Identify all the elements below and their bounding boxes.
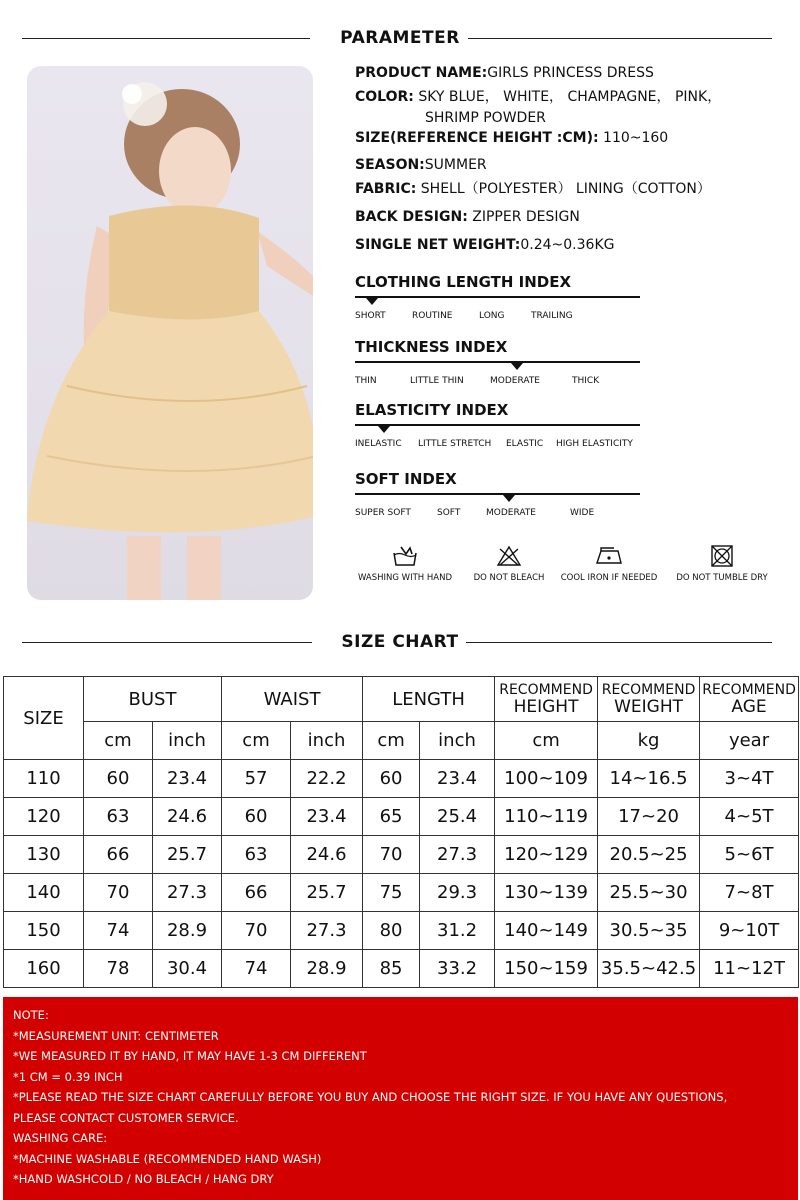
param-back-design [355, 208, 580, 226]
unit-year: year [700, 722, 799, 760]
index-label: LONG [479, 311, 505, 321]
index-scale-line [355, 424, 640, 426]
size-value: 110~160 [603, 130, 669, 146]
param-product-name [355, 64, 654, 82]
table-cell: 28.9 [153, 912, 222, 950]
table-cell: 85 [363, 950, 420, 988]
index-label: SUPER SOFT [355, 508, 411, 518]
index-label: ELASTIC [506, 439, 544, 449]
table-cell: 70 [84, 874, 153, 912]
index-label: THICK [572, 376, 600, 386]
table-cell: 22.2 [291, 760, 363, 798]
index-label: TRAILING [531, 311, 573, 321]
size-chart-title: SIZE CHART [341, 632, 459, 652]
index-marker [511, 363, 523, 370]
size-header: SIZE [4, 677, 84, 760]
table-unit-row [4, 722, 799, 760]
care-dry [670, 545, 774, 583]
index-scale-line [355, 493, 640, 495]
param-size [355, 129, 668, 147]
table-cell: 130 [4, 836, 84, 874]
care-bleach [466, 545, 552, 583]
table-cell: 23.4 [291, 798, 363, 836]
table-cell: 3~4T [700, 760, 799, 798]
table-cell: 24.6 [291, 836, 363, 874]
param-fabric [355, 180, 711, 198]
table-cell: 140 [4, 874, 84, 912]
unit-cm: cm [222, 722, 291, 760]
note-line: WASHING CARE: [13, 1131, 108, 1145]
index-label: LITTLE THIN [410, 376, 464, 386]
table-cell: 11~12T [700, 950, 799, 988]
rec-label: RECOMMEND [601, 681, 696, 698]
table-cell: 35.5~42.5 [598, 950, 700, 988]
season-label: SEASON: [355, 157, 425, 173]
note-line: *MEASUREMENT UNIT: CENTIMETER [13, 1028, 219, 1043]
param-season [355, 156, 487, 174]
table-cell: 63 [84, 798, 153, 836]
param-weight [355, 236, 614, 254]
product-name-value: GIRLS PRINCESS DRESS [487, 65, 654, 81]
table-cell: 110~119 [495, 798, 598, 836]
table-cell: 60 [222, 798, 291, 836]
index-title: CLOTHING LENGTH INDEX [355, 273, 572, 291]
table-cell: 140~149 [495, 912, 598, 950]
table-cell: 31.2 [420, 912, 495, 950]
care-wash-label: WASHING WITH HAND [357, 573, 452, 583]
table-cell: 74 [84, 912, 153, 950]
index-label: LITTLE STRETCH [418, 439, 492, 449]
bust-header: BUST [84, 677, 222, 722]
table-cell: 14~16.5 [598, 760, 700, 798]
table-cell: 80 [363, 912, 420, 950]
note-line: *WE MEASURED IT BY HAND, IT MAY HAVE 1-3 CM DIFFERENT [13, 1049, 367, 1063]
parameter-rule-right [468, 38, 772, 39]
table-cell: 100~109 [495, 760, 598, 798]
index-label: THIN [355, 376, 377, 386]
index-scale-line [355, 296, 640, 298]
weight-label: WEIGHT [614, 696, 683, 717]
table-cell: 27.3 [291, 912, 363, 950]
table-row [4, 798, 799, 836]
unit-kg: kg [598, 722, 700, 760]
table-row [4, 912, 799, 950]
weight-label: SINGLE NET WEIGHT: [355, 237, 521, 253]
table-cell: 120~129 [495, 836, 598, 874]
note-line: *HAND WASHCOLD / NO BLEACH / HANG DRY [13, 1172, 274, 1186]
table-cell: 25.5~30 [598, 874, 700, 912]
table-cell: 23.4 [420, 760, 495, 798]
table-cell: 70 [363, 836, 420, 874]
index-marker [378, 426, 390, 433]
color-value-2: SHRIMP POWDER [425, 110, 546, 126]
table-header-row [4, 677, 799, 722]
table-cell: 78 [84, 950, 153, 988]
girl-in-dress-illustration [27, 66, 313, 600]
index-label: MODERATE [486, 508, 536, 518]
table-cell: 25.7 [291, 874, 363, 912]
note-line: NOTE: [13, 1008, 49, 1022]
note-line: *PLEASE READ THE SIZE CHART CAREFULLY BEFORE YOU BUY AND CHOOSE THE RIGHT SIZE. IF YOU HAVE ANY QUESTIONS, [13, 1090, 728, 1104]
table-cell: 20.5~25 [598, 836, 700, 874]
fabric-value: SHELL（POLYESTER） LINING（COTTON） [420, 181, 711, 197]
index-title: THICKNESS INDEX [355, 338, 508, 356]
care-iron [556, 545, 662, 583]
index-label: SOFT [437, 508, 461, 518]
back-design-value: ZIPPER DESIGN [472, 209, 580, 225]
product-photo [27, 66, 313, 600]
color-value-1: SKY BLUE， WHITE， CHAMPAGNE， PINK， [418, 89, 722, 105]
table-cell: 28.9 [291, 950, 363, 988]
table-cell: 29.3 [420, 874, 495, 912]
hand-wash-icon [392, 545, 418, 567]
care-dry-label: DO NOT TUMBLE DRY [676, 573, 768, 583]
table-cell: 150~159 [495, 950, 598, 988]
table-cell: 25.4 [420, 798, 495, 836]
param-color [355, 88, 721, 106]
note-line: PLEASE CONTACT CUSTOMER SERVICE. [13, 1110, 239, 1125]
table-cell: 9~10T [700, 912, 799, 950]
table-cell: 66 [222, 874, 291, 912]
table-cell: 66 [84, 836, 153, 874]
index-label: WIDE [570, 508, 595, 518]
table-cell: 150 [4, 912, 84, 950]
no-tumble-dry-icon [709, 545, 735, 567]
no-bleach-icon [496, 545, 522, 567]
table-cell: 4~5T [700, 798, 799, 836]
back-design-label: BACK DESIGN: [355, 209, 468, 225]
size-chart-rule-right [466, 642, 772, 643]
care-iron-label: COOL IRON IF NEEDED [560, 573, 658, 583]
unit-cm: cm [84, 722, 153, 760]
table-cell: 5~6T [700, 836, 799, 874]
index-scale-line [355, 361, 640, 363]
unit-inch: inch [420, 722, 495, 760]
table-cell: 25.7 [153, 836, 222, 874]
index-marker [503, 495, 515, 502]
index-label: SHORT [355, 311, 386, 321]
care-bleach-label: DO NOT BLEACH [473, 573, 545, 583]
index-label: MODERATE [490, 376, 540, 386]
table-row [4, 950, 799, 988]
table-cell: 27.3 [153, 874, 222, 912]
age-label: AGE [731, 696, 767, 717]
weight-value: 0.24~0.36KG [520, 237, 615, 253]
table-cell: 57 [222, 760, 291, 798]
fabric-label: FABRIC: [355, 181, 417, 197]
index-marker [366, 298, 378, 305]
note-line: *MACHINE WASHABLE (RECOMMENDED HAND WASH) [13, 1151, 322, 1166]
table-cell: 60 [363, 760, 420, 798]
note-line: *1 CM = 0.39 INCH [13, 1069, 123, 1084]
table-cell: 7~8T [700, 874, 799, 912]
rec-height-header [495, 677, 598, 722]
table-cell: 74 [222, 950, 291, 988]
table-cell: 33.2 [420, 950, 495, 988]
unit-inch: inch [291, 722, 363, 760]
color-label: COLOR: [355, 89, 414, 105]
unit-cm: cm [363, 722, 420, 760]
iron-icon [594, 545, 624, 567]
product-name-label: PRODUCT NAME: [355, 65, 488, 81]
table-row [4, 760, 799, 798]
table-cell: 30.5~35 [598, 912, 700, 950]
size-label: SIZE(REFERENCE HEIGHT :CM): [355, 130, 599, 146]
table-row [4, 836, 799, 874]
table-cell: 160 [4, 950, 84, 988]
table-cell: 27.3 [420, 836, 495, 874]
index-title: ELASTICITY INDEX [355, 401, 509, 419]
table-cell: 24.6 [153, 798, 222, 836]
note-panel [3, 997, 798, 1200]
height-label: HEIGHT [513, 696, 579, 717]
table-cell: 63 [222, 836, 291, 874]
table-cell: 75 [363, 874, 420, 912]
care-wash [355, 545, 455, 583]
rec-label: RECOMMEND [702, 681, 796, 698]
length-header: LENGTH [363, 677, 495, 722]
unit-cm: cm [495, 722, 598, 760]
param-color-cont [425, 109, 546, 127]
table-cell: 70 [222, 912, 291, 950]
table-cell: 65 [363, 798, 420, 836]
table-cell: 60 [84, 760, 153, 798]
index-label: HIGH ELASTICITY [556, 439, 633, 449]
rec-age-header [700, 677, 799, 722]
table-cell: 23.4 [153, 760, 222, 798]
table-cell: 130~139 [495, 874, 598, 912]
index-label: ROUTINE [412, 311, 453, 321]
table-cell: 120 [4, 798, 84, 836]
unit-inch: inch [153, 722, 222, 760]
rec-weight-header [598, 677, 700, 722]
size-table-body [4, 677, 799, 988]
index-title: SOFT INDEX [355, 470, 457, 488]
waist-header: WAIST [222, 677, 363, 722]
index-label: INELASTIC [355, 439, 402, 449]
rec-label: RECOMMEND [499, 681, 593, 698]
table-cell: 110 [4, 760, 84, 798]
parameter-title: PARAMETER [340, 28, 460, 48]
table-cell: 30.4 [153, 950, 222, 988]
season-value: SUMMER [424, 157, 487, 173]
table-row [4, 874, 799, 912]
size-table [3, 676, 799, 988]
table-cell: 17~20 [598, 798, 700, 836]
